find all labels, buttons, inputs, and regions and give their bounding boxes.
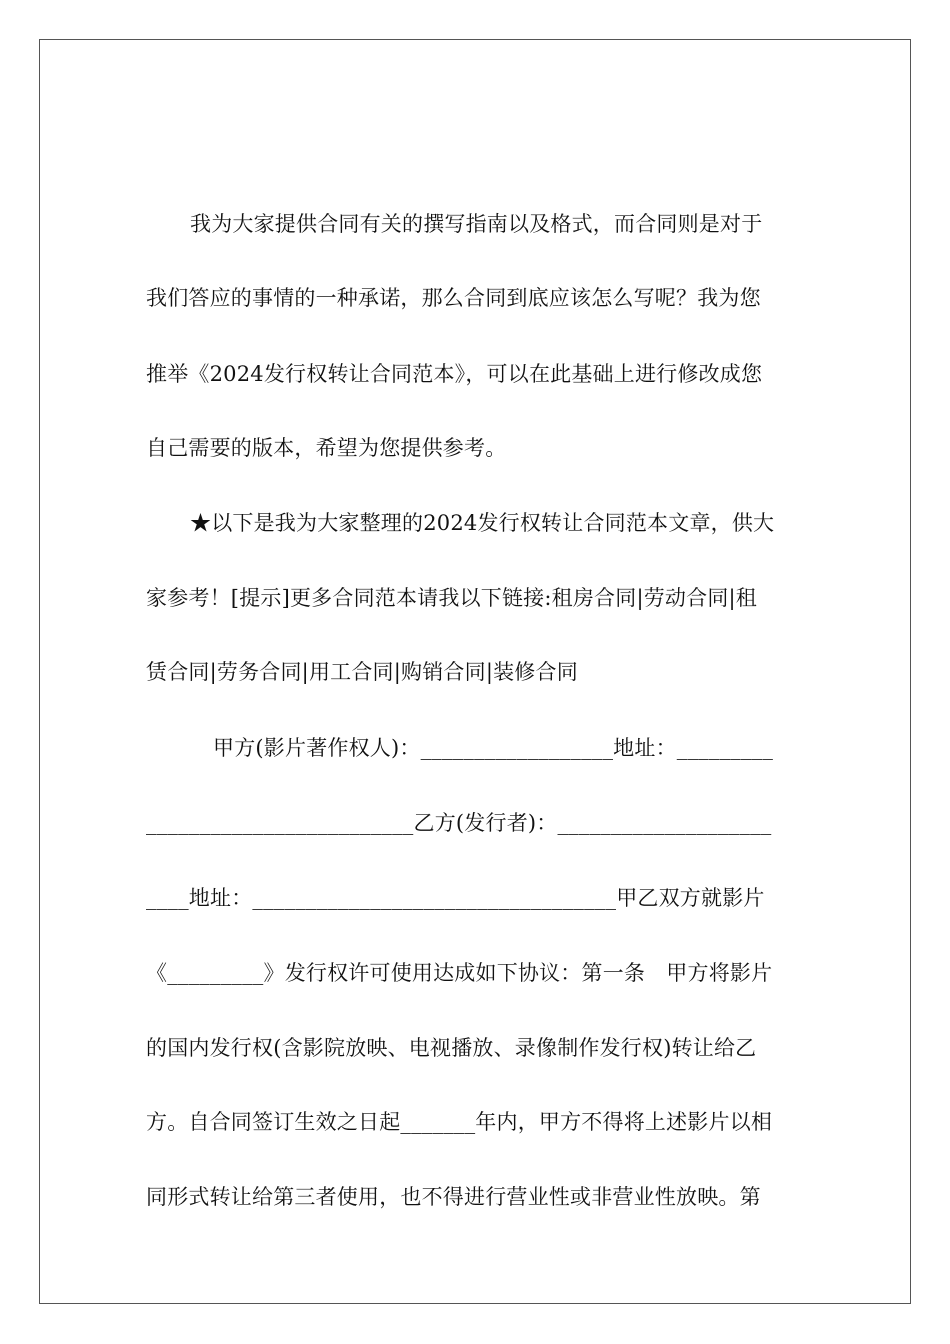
paragraph-line: 甲方(影片著作权人)：__________________地址：_________ <box>213 736 774 760</box>
paragraph-line: 的国内发行权(含影院放映、电视播放、录像制作发行权)转让给乙 <box>146 1036 757 1060</box>
paragraph-line: 赁合同|劳务合同|用工合同|购销合同|装修合同 <box>146 660 578 684</box>
paragraph-line: _________________________乙方(发行者)：____________________ <box>146 811 772 835</box>
paragraph-line: ____地址：__________________________________甲乙双方就影片 <box>146 886 765 910</box>
paragraph-line: 方。自合同签订生效之日起_______年内，甲方不得将上述影片以相 <box>146 1110 773 1134</box>
paragraph-line: 《_________》发行权许可使用达成如下协议：第一条 甲方将影片 <box>146 961 773 985</box>
paragraph-line: 同形式转让给第三者使用，也不得进行营业性或非营业性放映。第 <box>146 1185 761 1209</box>
paragraph-line: 家参考！[提示]更多合同范本请我以下链接:租房合同|劳动合同|租 <box>146 586 758 610</box>
paragraph-line: ★以下是我为大家整理的2024发行权转让合同范本文章，供大 <box>190 511 775 535</box>
paragraph-line: 推举《2024发行权转让合同范本》，可以在此基础上进行修改成您 <box>146 362 763 386</box>
paragraph-line: 我为大家提供合同有关的撰写指南以及格式，而合同则是对于 <box>190 212 763 236</box>
paragraph-line: 自己需要的版本，希望为您提供参考。 <box>146 436 507 460</box>
paragraph-line: 我们答应的事情的一种承诺，那么合同到底应该怎么写呢？我为您 <box>146 286 761 310</box>
